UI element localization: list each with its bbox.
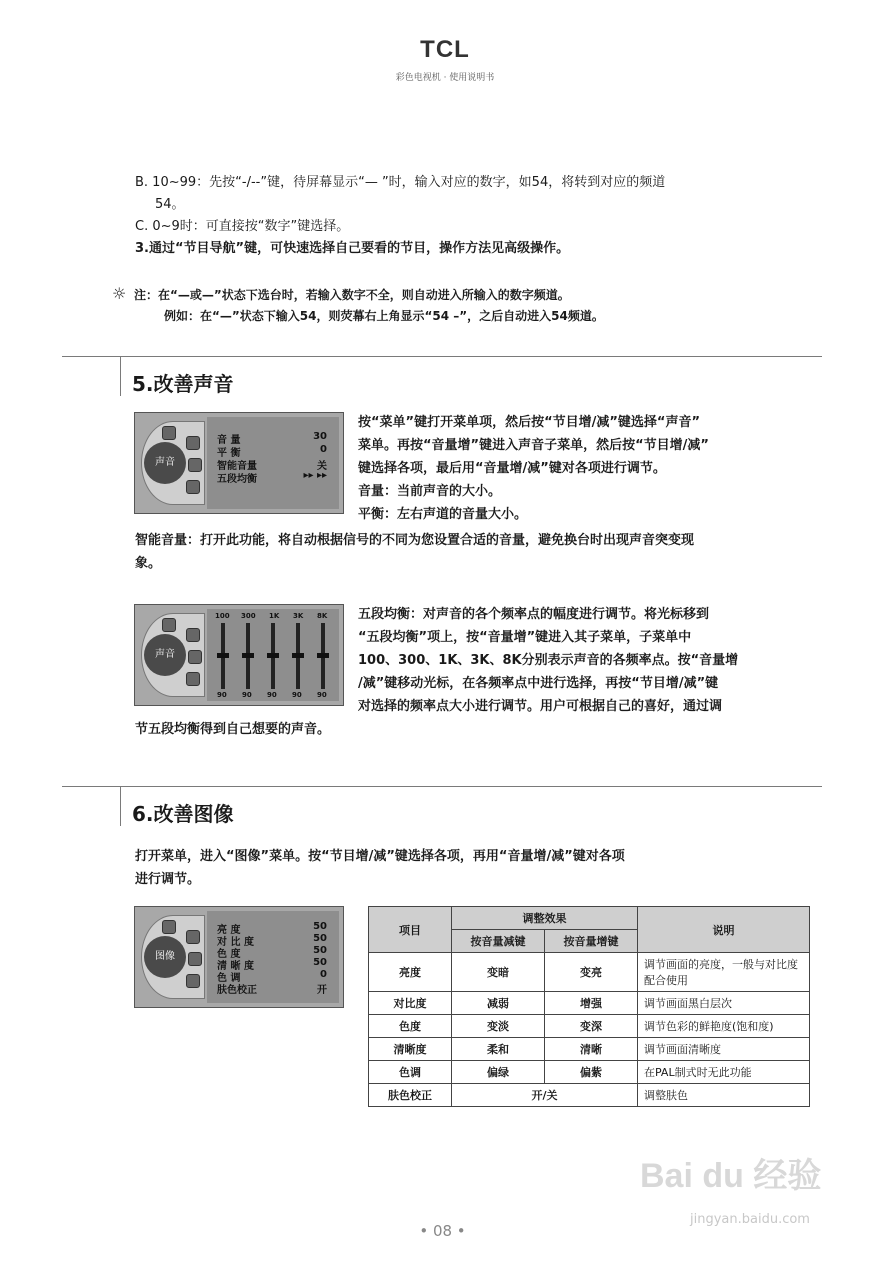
section-divider [62,786,822,787]
section-divider [62,356,822,357]
table-row [369,1015,810,1038]
cell-both: 开/关 [452,1084,638,1107]
eq-bottom-label: 90 [267,691,277,699]
intro-line-b1: B. 10~99：先按“-/--”键，待屏幕显示“— ”时，输入对应的数字，如54，将转到对应的频道 [135,175,666,190]
cell-item: 清晰度 [369,1038,452,1061]
eq-band-label: 100 [215,612,230,620]
picture-icon [162,920,176,934]
osd-row: 肤色校正 开 [217,985,327,996]
sound-para-line: 键选择各项，最后用“音量增/减”键对各项进行调节。 [358,461,666,476]
sound-para-line: 按“菜单”键打开菜单项，然后按“节目增/减”键选择“声音” [358,415,701,430]
th-desc: 说明 [638,907,810,953]
osd-row: 五段均衡 ▸▸ ▸▸ [217,470,327,485]
table-row [369,1038,810,1061]
cell-up: 偏紫 [545,1061,638,1084]
intro-line-3: 3.通过“节目导航”键，可快速选择自己要看的节目，操作方法见高级操作。 [135,241,570,256]
menu-wheel [141,915,205,999]
cell-down: 变暗 [452,953,545,992]
osd-row: 对 比 度 50 [217,933,327,948]
cell-desc: 调整肤色 [638,1084,810,1107]
cell-desc: 调节画面的亮度，一般与对比度配合使用 [638,953,810,992]
page-number: • 08 • [419,1222,466,1240]
picture-adjust-table [368,906,810,1107]
cell-item: 色调 [369,1061,452,1084]
osd-row: 亮 度 50 [217,921,327,936]
eq-osd-menu [134,604,344,706]
eq-bottom-label: 90 [217,691,227,699]
sound-para-line: 菜单。再按“音量增”键进入声音子菜单，然后按“节目增/减” [358,438,709,453]
osd-row: 色 调 0 [217,969,327,984]
cell-down: 柔和 [452,1038,545,1061]
baidu-watermark: Bai du 经验 [640,1157,822,1195]
osd-row: 音 量 30 [217,431,327,446]
channel-icon [188,650,202,664]
cell-desc: 在PAL制式时无此功能 [638,1061,810,1084]
eq-bottom-label: 90 [317,691,327,699]
eq-para-line: “五段均衡”项上，按“音量增”键进入其子菜单，子菜单中 [358,630,692,645]
eq-knob [267,653,279,658]
picture-para-line: 打开菜单，进入“图像”菜单。按“节目增/减”键选择各项，再用“音量增/减”键对各项 [135,849,625,864]
eq-band-label: 8K [317,612,328,620]
th-item: 项目 [369,907,452,953]
cell-up: 变深 [545,1015,638,1038]
eq-band-label: 1K [269,612,280,620]
intro-line-b2: 54。 [155,197,185,212]
brand-logo: TCL [420,36,470,63]
cell-up: 清晰 [545,1038,638,1061]
eq-band-label: 3K [293,612,304,620]
eq-para-line: 100、300、1K、3K、8K分别表示声音的各频率点。按“音量增 [358,653,739,668]
sound-icon [186,628,200,642]
eq-band-label: 300 [241,612,256,620]
channel-icon [188,458,202,472]
cell-item: 肤色校正 [369,1084,452,1107]
section-tick [120,786,121,826]
function-icon [186,480,200,494]
eq-knob [292,653,304,658]
eq-knob [217,653,229,658]
osd-row: 色 度 50 [217,945,327,960]
tip-icon: ☼ [112,284,127,303]
function-icon [186,974,200,988]
cell-down: 偏绿 [452,1061,545,1084]
header-subtitle: 彩色电视机 · 使用说明书 [395,73,495,83]
sound-osd-menu [134,412,344,514]
note-line-2: 例如：在“—”状态下输入54，则荧幕右上角显示“54 –”，之后自动进入54频道。 [164,309,604,323]
th-down: 按音量减键 [452,930,545,953]
table-row [369,1061,810,1084]
intro-line-c: C. 0~9时：可直接按“数字”键选择。 [135,219,350,234]
osd-row: 智能音量 关 [217,461,327,472]
cell-item: 对比度 [369,992,452,1015]
eq-para-line: 五段均衡：对声音的各个频率点的幅度进行调节。将光标移到 [358,607,710,622]
table-row [369,953,810,992]
menu-wheel-label: 图像 [144,936,186,978]
function-icon [186,672,200,686]
cell-item: 亮度 [369,953,452,992]
section-tick [120,356,121,396]
watermark-url: jingyan.baidu.com [690,1212,810,1227]
menu-wheel [141,613,205,697]
cell-desc: 调节画面黑白层次 [638,992,810,1015]
cell-item: 色度 [369,1015,452,1038]
picture-para-line: 进行调节。 [135,872,201,887]
osd-row: 清 晰 度 50 [217,957,327,972]
picture-osd-panel [207,911,339,1003]
smart-volume-line: 象。 [135,556,162,571]
sound-osd-panel [207,417,339,509]
cell-desc: 调节色彩的鲜艳度(饱和度) [638,1015,810,1038]
eq-bottom-label: 90 [292,691,302,699]
sound-para-line: 平衡：左右声道的音量大小。 [358,507,528,522]
th-up: 按音量增键 [545,930,638,953]
table-row [369,1084,810,1107]
section5-title: 5.改善声音 [132,372,234,396]
th-effect: 调整效果 [452,907,638,930]
eq-knob [242,653,254,658]
sound-icon [186,436,200,450]
eq-para-line: 节五段均衡得到自己想要的声音。 [135,722,331,737]
eq-para-line: 对选择的频率点大小进行调节。用户可根据自己的喜好，通过调 [358,699,723,714]
cell-desc: 调节画面清晰度 [638,1038,810,1061]
channel-icon [188,952,202,966]
osd-row: 平 衡 0 [217,444,327,459]
sound-icon [186,930,200,944]
smart-volume-line: 智能音量：打开此功能，将自动根据信号的不同为您设置合适的音量，避免换台时出现声音突变现 [135,533,695,548]
cell-down: 变淡 [452,1015,545,1038]
cell-down: 减弱 [452,992,545,1015]
picture-icon [162,426,176,440]
eq-para-line: /减”键移动光标，在各频率点中进行选择，再按“节目增/减”键 [358,676,719,691]
cell-up: 变亮 [545,953,638,992]
menu-wheel-label: 声音 [144,442,186,484]
sound-para-line: 音量：当前声音的大小。 [358,484,502,499]
eq-bottom-label: 90 [242,691,252,699]
cell-up: 增强 [545,992,638,1015]
menu-wheel-label: 声音 [144,634,186,676]
section6-title: 6.改善图像 [132,802,234,826]
note-line-1: 注：在“—或—”状态下选台时，若输入数字不全，则自动进入所输入的数字频道。 [134,288,570,302]
picture-icon [162,618,176,632]
menu-wheel [141,421,205,505]
eq-panel [207,609,339,701]
table-row [369,992,810,1015]
picture-osd-menu [134,906,344,1008]
eq-knob [317,653,329,658]
